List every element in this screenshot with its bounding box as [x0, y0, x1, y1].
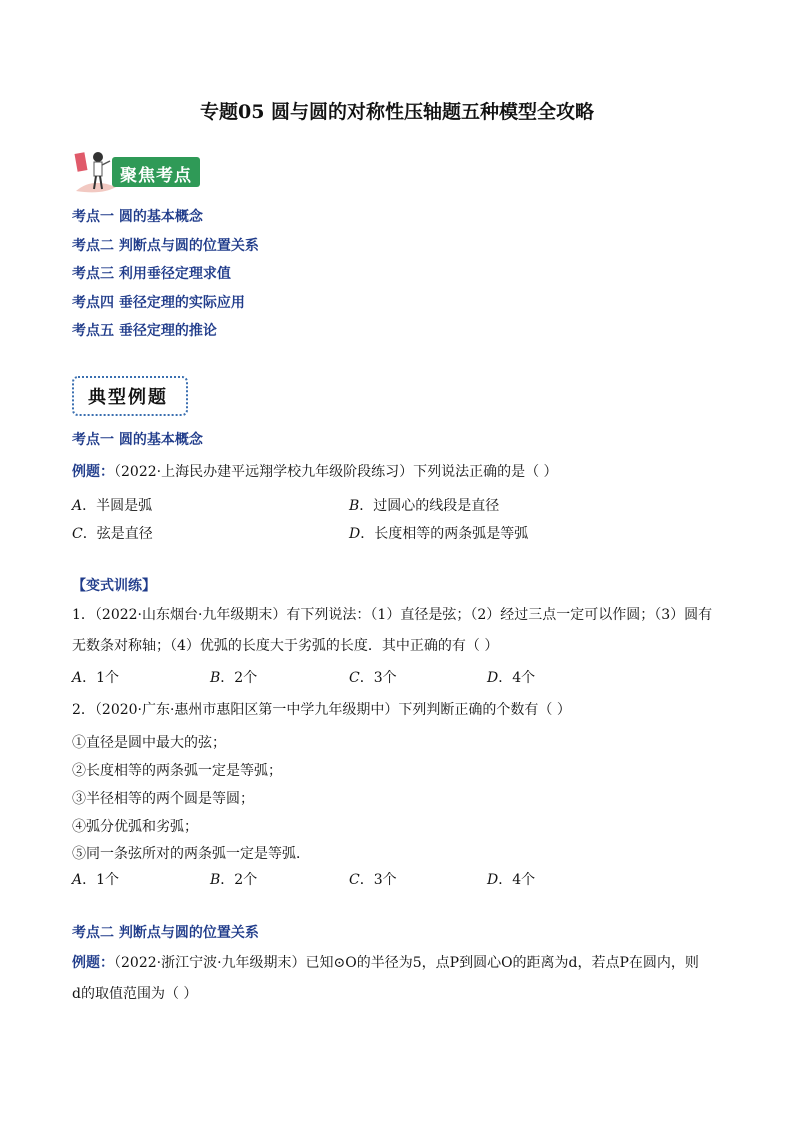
focus-badge: [72, 147, 202, 197]
question-1-line-1: 1．（2022·山东烟台·九年级期末）有下列说法：（1）直径是弦；（2）经过三点一定可以作圆；（3）圆有: [72, 607, 713, 623]
examples-box: [72, 376, 188, 416]
toc-item-2[interactable]: 考点二 判断点与圆的位置关系: [72, 238, 259, 254]
q2-item-4: ④弧分优弧和劣弧；: [72, 819, 198, 835]
q2-item-1: ①直径是圆中最大的弦；: [72, 735, 226, 751]
q2-item-5: ⑤同一条弦所对的两条弧一定是等弧．: [72, 846, 310, 862]
option-b: B．过圆心的线段是直径: [349, 498, 500, 514]
variant-heading: 【变式训练】: [72, 578, 156, 594]
option-d: D．长度相等的两条弧是等弧: [349, 526, 529, 542]
example-2-label: 例题：: [72, 955, 114, 971]
option-a: A．半圆是弧: [72, 498, 153, 514]
q1-option-c: C．3个: [349, 670, 397, 686]
toc-item-3[interactable]: 考点三 利用垂径定理求值: [72, 266, 231, 282]
q2-item-3: ③半径相等的两个圆是等圆；: [72, 791, 254, 807]
toc-item-4[interactable]: 考点四 垂径定理的实际应用: [72, 295, 245, 311]
question-1-line-2: 无数条对称轴；（4）优弧的长度大于劣弧的长度．其中正确的有（ ）: [72, 638, 499, 654]
example-2-text: （2022·浙江宁波·九年级期末）已知⊙O的半径为5，点P到圆心O的距离为d，若点P在圆内，则: [114, 955, 699, 971]
badge-label-box: [112, 157, 200, 187]
q2-option-c: C．3个: [349, 872, 397, 888]
example-1: [72, 461, 558, 481]
q1-option-b: B．2个: [210, 670, 258, 686]
section-heading-2: 考点二 判断点与圆的位置关系: [72, 925, 259, 941]
toc-item-5[interactable]: 考点五 垂径定理的推论: [72, 323, 217, 339]
q2-option-b: B．2个: [210, 872, 258, 888]
badge-label: 聚焦考点: [120, 166, 192, 186]
example-2-line-1: [72, 952, 699, 972]
q2-option-a: A．1个: [72, 872, 120, 888]
section-heading-1: 考点一 圆的基本概念: [72, 432, 203, 448]
q1-option-a: A．1个: [72, 670, 120, 686]
option-c: C．弦是直径: [72, 526, 153, 542]
q2-item-2: ②长度相等的两条弧一定是等弧；: [72, 763, 282, 779]
q2-option-d: D．4个: [487, 872, 536, 888]
examples-box-label: 典型例题: [88, 387, 168, 408]
page-title: 专题05 圆与圆的对称性压轴题五种模型全攻略: [199, 101, 595, 123]
question-2-line: 2．（2020·广东·惠州市惠阳区第一中学九年级期中）下列判断正确的个数有（ ）: [72, 702, 571, 718]
q1-option-d: D．4个: [487, 670, 536, 686]
example-text: （2022·上海民办建平远翔学校九年级阶段练习）下列说法正确的是（ ）: [114, 464, 558, 480]
toc-item-1[interactable]: 考点一 圆的基本概念: [72, 209, 203, 225]
example-2-line-2: d的取值范围为（ ）: [72, 986, 198, 1002]
example-label: 例题：: [72, 464, 114, 480]
